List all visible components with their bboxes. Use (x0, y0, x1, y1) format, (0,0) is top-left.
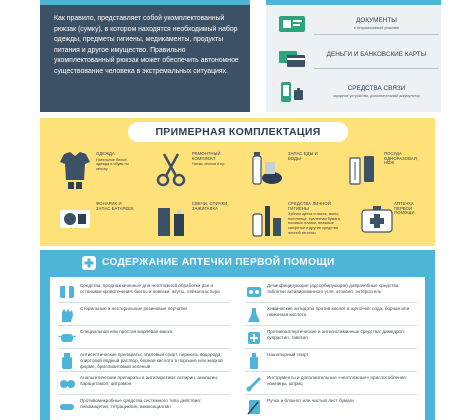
kit-item-text (384, 152, 424, 167)
divider (58, 325, 230, 326)
aid-item-text: Средства, предназначенные для неотложной обработки ран и остановки кровотечения: бинты и повязки, жгуты, лейкопластыри (80, 283, 220, 294)
essential-title: ДЕНЬГИ И БАНКОВСКИЕ КАРТЫ (326, 51, 427, 58)
antiseptic-icon (58, 352, 76, 370)
kit-title: ПРИМЕРНАЯ КОМПЛЕКТАЦИЯ (155, 126, 321, 138)
hygiene-icon (250, 200, 284, 240)
kit-item-text (394, 202, 430, 217)
first-aid-section (40, 250, 435, 420)
essential-item-documents (276, 12, 436, 38)
aid-item-text: Антисептические препараты: этиловый спирт, перекись водорода, спиртовой йодный раствор, борная кислота в порошке или жидкой форме, бриллиантовый зеленый (80, 352, 223, 369)
kit-item-title: ОДЕЖДА (96, 151, 115, 156)
kit-item-repair (150, 146, 232, 194)
kit-title-pill (128, 122, 348, 142)
intro-panel (40, 0, 250, 112)
divider (245, 348, 417, 349)
divider (314, 68, 439, 69)
divider (245, 325, 417, 326)
kit-item-text (96, 152, 136, 171)
kit-item-desc: Нитки, иголки и пр. (192, 162, 226, 167)
divider (58, 348, 230, 349)
bandage-icon (58, 283, 76, 301)
kit-item-text (192, 152, 232, 167)
first-aid-header (40, 250, 435, 276)
aid-item-text: Дезинфицирующие (адсорбирующие) доврачебные средства: таблетки активированного угля, атоксил, энтеросгель (267, 283, 400, 294)
divider (314, 34, 439, 35)
aid-item-text: Противомикробные средства системного типа действия: левомицетин, тетрациклин, амоксициллин (80, 398, 202, 409)
aid-item-text: Специальная или простая марлевая маска (80, 329, 173, 334)
intro-text: Как правило, представляет собой укомплектованный рюкзак (сумку), в котором находятся необходимый набор одежды, предметы гигиены, медикаменты, продукты питания и другое имущество. Правильно укомплектованный рюкзак может обеспечить автономное существование человека в экстремальных ситуациях. (54, 15, 239, 75)
kit-item-hygiene (246, 196, 346, 244)
essential-subtitle: в непромокаемой упаковке (353, 26, 400, 30)
divider (245, 371, 417, 372)
essential-title: ДОКУМЕНТЫ (356, 17, 397, 24)
kit-item-title: ЗАПАС ЕДЫ И ВОДЫ (288, 151, 318, 161)
essentials-accent-bar (266, 0, 441, 5)
pills-icon (58, 375, 76, 393)
kit-item-desc: Нательное белье, одежда и обувь по сезону (96, 157, 129, 171)
kit-item-desc: Зубная щетка и паста, мыло, полотенце, туалетная бумага, носовые платки, влажные салфетки и другие средства личной гигиены (288, 212, 341, 235)
kit-item-title: СРЕДСТВА ЛИЧНОЙ ГИГИЕНЫ (288, 201, 331, 211)
aid-item-text: Противоаллергические и антигистаминные средства: димедрол, супрастин, тавегил (267, 329, 405, 340)
kit-item-title: ФОНАРИК И ЗАПАС БАТАРЕЕК (96, 201, 134, 211)
essential-item-money (276, 46, 436, 72)
aid-item-text: Нашатырный спирт (267, 352, 309, 357)
kit-item-flashlight (54, 196, 136, 244)
essentials-panel (266, 0, 441, 112)
kit-item-title: АПТЕЧКА ПЕРВОЙ ПОМОЩИ (394, 201, 415, 216)
gloves-icon (58, 306, 76, 324)
kit-item-title: ПОСУДА ОДНОРАЗОВАЯ, НОЖ (384, 151, 419, 166)
money-icon (278, 47, 306, 69)
candle-icon (154, 200, 188, 240)
kit-item-candles (150, 196, 232, 244)
allergy-icon (245, 329, 263, 347)
kit-item-text (288, 152, 328, 162)
flask-icon (245, 306, 263, 324)
first-aid-list-panel (50, 277, 425, 420)
dishes-icon (346, 150, 380, 190)
kit-item-first-aid (356, 196, 431, 244)
kit-item-title: РЕМОНТНЫЙ КОМПЛЕКТ (192, 151, 221, 161)
tablets-icon (245, 283, 263, 301)
capsule-icon (58, 398, 76, 416)
essential-subtitle: зарядное устройство, дополнительный аккумулятор (332, 94, 421, 98)
divider (245, 394, 417, 395)
phone-icon (278, 81, 306, 103)
divider (58, 302, 230, 303)
aid-item-text: Анальгетические препараты и антипиретики: аспирин, анальгин, парацетамол, цитрамон (80, 375, 219, 386)
aid-item-text: Стерильные и нестерильные резиновые перчатки (80, 306, 187, 311)
documents-icon (278, 13, 306, 35)
food-icon (250, 150, 284, 190)
scissors-icon (154, 150, 188, 190)
kit-item-clothes (54, 146, 136, 194)
mask-icon (58, 329, 76, 347)
clothes-icon (58, 150, 92, 190)
aid-item-text: Химические антидоты против кислот и щелочей: сода, борная или лимонная кислота (267, 306, 410, 317)
kit-item-dishes (342, 146, 424, 194)
divider (245, 302, 417, 303)
essential-item-phone (276, 80, 436, 106)
kit-item-title: СВЕЧИ, СПИЧКИ, ЗАЖИГАЛКА (192, 201, 229, 211)
kit-item-text (96, 202, 136, 212)
aid-item-text: Ручка и блокнот или чистый лист бумаги (267, 398, 354, 403)
ammonia-icon (245, 352, 263, 370)
flashlight-icon (58, 200, 92, 240)
kit-item-text (288, 202, 344, 235)
kit-item-food (246, 146, 328, 194)
divider (58, 394, 230, 395)
first-aid-header-icon (82, 256, 96, 270)
intro-accent-bar (40, 0, 250, 5)
first-aid-icon (360, 200, 394, 240)
essential-title: СРЕДСТВА СВЯЗИ (347, 85, 406, 92)
kit-item-text (192, 202, 232, 212)
aid-item-text: Инструменты и дополнительные «неотложные» приспособления: ножницы, шприц (267, 375, 407, 386)
tools-icon (245, 375, 263, 393)
kit-section (40, 118, 435, 246)
top-section (0, 0, 475, 118)
divider (58, 371, 230, 372)
first-aid-title: СОДЕРЖАНИЕ АПТЕЧКИ ПЕРВОЙ ПОМОЩИ (102, 257, 335, 268)
notebook-icon (245, 398, 263, 416)
